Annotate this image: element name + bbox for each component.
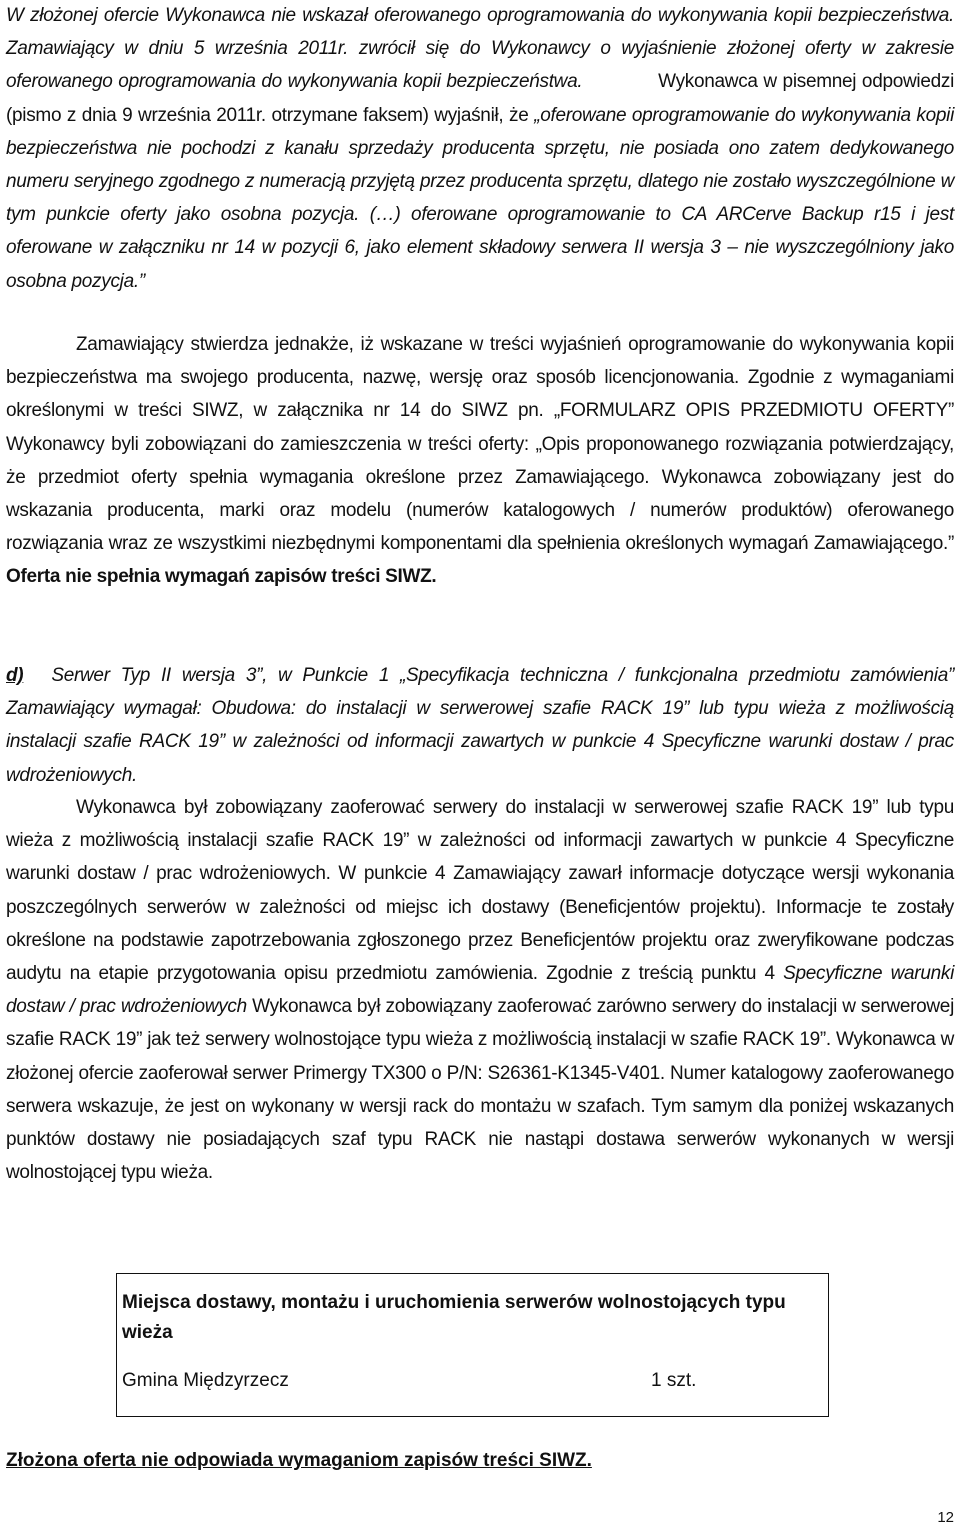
point-text: Serwer Typ II wersja 3”, w Punkcie 1 „Specyfikacja techniczna / funkcjonalna przedmiotu zamówienia” Zamawiający wymagał: Obudowa: do instalacji w serwerowej szafie RACK 19” lub typu wieża z możliwością instalacji szafie RACK 19” w zależności od informacji zawartych w punkcie 4 Specyficzne warunki dostaw / prac wdrożeniowych. bbox=[6, 665, 954, 786]
paragraph-body: Wykonawca był zobowiązany zaoferować serwery do instalacji w serwerowej szafie RACK 19” lub typu wieża z możliwością instalacji szafie RACK 19” w zależności od informacji zawartych w punkcie 4 Specyficzne warunki dostaw / prac wdrożeniowych. W punkcie 4 Zamawiający zawarł informacje dotyczące wersji wykonania poszczególnych serwerów w zależności od miejsc ich dostawy (Beneficjentów projektu). Informacje te zostały określone na podstawie zapotrzebowania zgłoszonego przez Beneficjentów projektu oraz zweryfikowane podczas audytu na etapie przygotowania opisu przedmiotu zamówienia. Zgodnie z treścią punktu 4 bbox=[6, 797, 954, 985]
paragraph-lead-italic: W złożonej ofercie Wykonawca nie wskazał oferowanego oprogramowania do wykonywania kopii bezpieczeństwa. Zamawiający w dniu 5 września 2011r. zwrócił się do Wykonawcy o wyjaśnienie złożonej oferty w zakresie oferowanego oprogramowania do wykonywania kopii bezpieczeństwa. bbox=[6, 5, 954, 93]
point-label: d) bbox=[6, 665, 24, 686]
paragraph-sentence: Wykonawca w pisemnej odpowiedzi (pismo z dnia 9 września 2011r. otrzymane faksem) wyjaśnił, że bbox=[6, 71, 955, 126]
delivery-locations-box bbox=[116, 1273, 829, 1417]
paragraph-conclusion: Oferta nie spełnia wymagań zapisów treści SIWZ. bbox=[6, 566, 437, 588]
paragraph-software-explanation bbox=[6, 0, 954, 298]
paragraph-body-cont: Wykonawca był zobowiązany zaoferować zarówno serwery do instalacji w serwerowej szafie RACK 19” jak też serwery wolnostojące typu wieża z możliwością instalacji w szafie RACK 19”. Wykonawca w złożonej ofercie zaoferował serwer Primergy TX300 o P/N: S26361-K1345-V401. Numer katalogowy zaoferowanego serwera wskazuje, że jest on wykonany w wersji rack do montażu w szafach. Tym samym dla poniżej wskazanych punktów dostawy nie posiadających szaf typu RACK nie nastąpi dostawa serwerów wykonanych w wersji wolnostojącej typu wieża. bbox=[6, 996, 954, 1184]
page-number: 12 bbox=[937, 1509, 954, 1526]
box-title: Miejsca dostawy, montażu i uruchomienia serwerów wolnostojących typu wieża bbox=[122, 1292, 786, 1343]
final-conclusion: Złożona oferta nie odpowiada wymaganiom zapisów treści SIWZ. bbox=[6, 1450, 592, 1471]
paragraph-server-versions bbox=[6, 791, 954, 1189]
box-location: Gmina Międzyrzecz bbox=[122, 1370, 289, 1391]
paragraph-body: Zamawiający stwierdza jednakże, iż wskazane w treści wyjaśnień oprogramowanie do wykonywania kopii bezpieczeństwa ma swojego producenta, nazwę, wersję oraz sposób licencjonowania. Zgodnie z wymaganiami określonymi w treści SIWZ, w załącznika nr 14 do SIWZ pn. „FORMULARZ OPIS PRZEDMIOTU OFERTY” Wykonawcy byli zobowiązani do zamieszczenia w treści oferty: „Opis proponowanego rozwiązania potwierdzający, że przedmiot oferty spełnia wymagania określone przez Zamawiającego. Wykonawca zobowiązany jest do wskazania producenta, marki oraz modelu (numerów katalogowych / numerów produktów) oferowanego rozwiązania wraz ze wszystkimi niezbędnymi komponentami dla spełnienia określonych wymagań Zamawiającego.” bbox=[6, 334, 954, 555]
box-quantity: 1 szt. bbox=[651, 1370, 697, 1391]
paragraph-point-d bbox=[6, 659, 954, 792]
paragraph-siwz-requirement bbox=[6, 328, 954, 594]
paragraph-italic-ref: Specyficzne warunki dostaw / prac wdrożeniowych bbox=[6, 963, 954, 1018]
contractor-quote: „oferowane oprogramowanie do wykonywania kopii bezpieczeństwa nie pochodzi z kanału sprzedaży producenta sprzętu, nie posiada ono zatem dedykowanego numeru seryjnego zgodnego z numeracją przyjętą przez producenta sprzętu, dlatego nie zostało wyszczególnione w tym punkcie oferty jako osobna pozycja. (…) oferowane oprogramowanie to CA ARCerve Backup r15 i jest oferowane w załączniku nr 14 w pozycji 6, jako element składowy serwera II wersja 3 – nie wyszczególniony jako osobna pozycja.” bbox=[6, 104, 955, 292]
